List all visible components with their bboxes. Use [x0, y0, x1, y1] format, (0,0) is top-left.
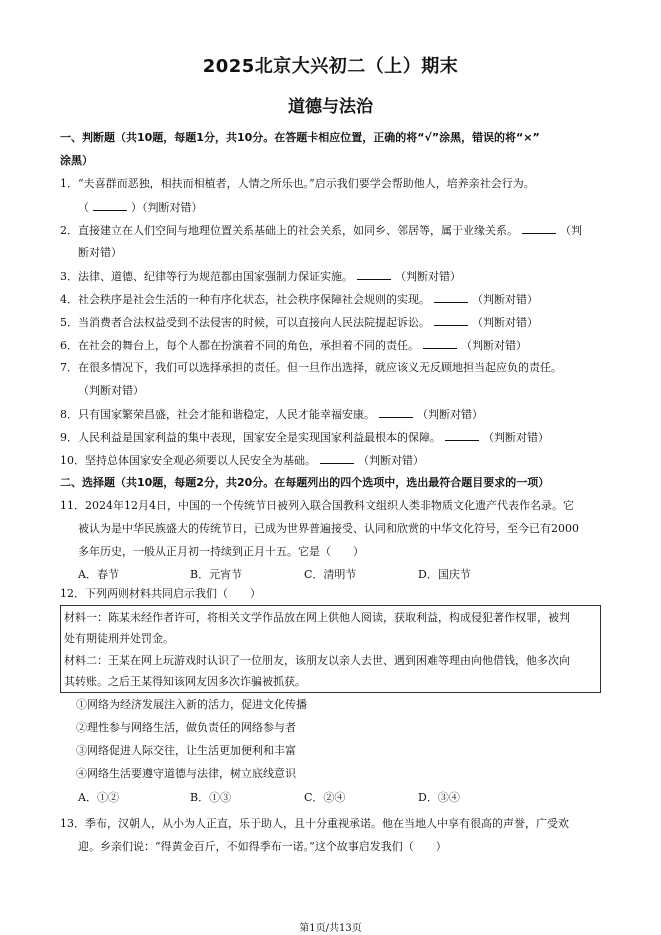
- answer-blank[interactable]: [434, 314, 468, 326]
- q3-text: 3．法律、道德、纪律等行为规范都由国家强制力保证实施。: [60, 270, 353, 283]
- q11-option-d[interactable]: D．国庆节: [418, 568, 471, 581]
- section1-heading-cont: 涂黑）: [60, 154, 93, 167]
- section1-heading: 一、判断题（共10题，每题1分，共10分。在答题卡相应位置，正确的将“√”涂黑，错误的将“×”: [60, 131, 540, 144]
- answer-blank[interactable]: [434, 291, 468, 303]
- question-13-cont: 迎。乡亲们说：“得黄金百斤，不如得季布一诺。”这个故事启发我们（ ）: [78, 840, 447, 853]
- section2-heading: 二、选择题（共10题，每题2分，共20分。在每题列出的四个选项中，选出最符合题目要求的一项）: [60, 476, 550, 489]
- question-7: 7．在很多情况下，我们可以选择承担的责任。但一旦作出选择，就应该义无反顾地担当起应负的责任。: [60, 361, 562, 374]
- question-1: 1．“夫喜群而恶独，相扶而相植者，人情之所乐也。”启示我们要学会帮助他人，培养亲社会行为。: [60, 177, 535, 190]
- question-11: 11．2024年12月4日，中国的一个传统节日被列入联合国教科文组织人类非物质文化遗产代表作名录。它: [60, 499, 574, 512]
- q1-judge-label: ）（判断对错）: [131, 201, 203, 214]
- question-11-cont-1: 被认为是中华民族盛大的传统节日，已成为世界普遍接受、认同和欣赏的中华文化符号，至今已有2000: [78, 522, 579, 535]
- q10-judge-label: （判断对错）: [358, 454, 424, 467]
- answer-blank[interactable]: [423, 337, 457, 349]
- material-1-cont: 处有期徒刑并处罚金。: [64, 632, 174, 645]
- subject-title: 道德与法治: [288, 97, 373, 117]
- q2-judge-label: （判: [560, 224, 582, 237]
- q12-option-b[interactable]: B．①③: [190, 791, 232, 804]
- question-13: 13．季布，汉朝人，从小为人正直，乐于助人，且十分重视承诺。他在当地人中享有很高的声誉，广受欢: [60, 817, 569, 830]
- answer-blank[interactable]: [357, 268, 391, 280]
- q3-judge-label: （判断对错）: [395, 270, 461, 283]
- q5-text: 5．当消费者合法权益受到不法侵害的时候，可以直接向人民法院提起诉讼。: [60, 316, 430, 329]
- q12-item-3: ③网络促进人际交往，让生活更加便利和丰富: [76, 744, 296, 757]
- answer-blank[interactable]: [93, 199, 127, 211]
- q6-judge-label: （判断对错）: [461, 339, 527, 352]
- question-10: [60, 452, 608, 468]
- question-9: [60, 429, 608, 445]
- q10-text: 10．坚持总体国家安全观必须要以人民安全为基础。: [60, 454, 316, 467]
- question-2-cont: 断对错）: [78, 246, 122, 259]
- q8-judge-label: （判断对错）: [417, 408, 483, 421]
- material-2-cont: 其转账。之后王某得知该网友因多次诈骗被抓获。: [64, 675, 306, 688]
- question-11-cont-2: 多年历史，一般从正月初一持续到正月十五。它是（ ）: [78, 545, 364, 558]
- q12-option-c[interactable]: C．②④: [304, 791, 346, 804]
- q11-option-a[interactable]: A．春节: [78, 568, 119, 581]
- question-8: [60, 406, 608, 422]
- page-number: 第1页/共13页: [299, 923, 362, 934]
- question-5: [60, 314, 608, 330]
- q1-paren-open: （: [78, 201, 89, 214]
- material-box: [60, 605, 601, 693]
- q8-text: 8．只有国家繁荣昌盛，社会才能和谐稳定，人民才能幸福安康。: [60, 408, 375, 421]
- answer-blank[interactable]: [445, 429, 479, 441]
- q11-option-b[interactable]: B．元宵节: [190, 568, 243, 581]
- q5-judge-label: （判断对错）: [472, 316, 538, 329]
- q2-text: 2．直接建立在人们空间与地理位置关系基础上的社会关系，如同乡、邻居等，属于业缘关系。: [60, 224, 518, 237]
- q4-judge-label: （判断对错）: [472, 293, 538, 306]
- q9-judge-label: （判断对错）: [483, 431, 549, 444]
- answer-blank[interactable]: [522, 222, 556, 234]
- q4-text: 4．社会秩序是社会生活的一种有序化状态，社会秩序保障社会规则的实现。: [60, 293, 430, 306]
- page-title: 2025北京大兴初二（上）期末: [202, 56, 459, 77]
- question-3: [60, 268, 608, 284]
- question-7-cont: （判断对错）: [78, 384, 144, 397]
- answer-blank[interactable]: [379, 406, 413, 418]
- q12-option-a[interactable]: A．①②: [78, 791, 119, 804]
- q12-item-4: ④网络生活要遵守道德与法律，树立底线意识: [76, 767, 296, 780]
- q6-text: 6．在社会的舞台上，每个人都在扮演着不同的角色，承担着不同的责任。: [60, 339, 419, 352]
- q12-item-2: ②理性参与网络生活，做负责任的网络参与者: [76, 721, 296, 734]
- q12-item-1: ①网络为经济发展注入新的活力，促进文化传播: [76, 698, 307, 711]
- question-2: [60, 222, 608, 238]
- question-1-answer: [78, 199, 608, 215]
- question-6: [60, 337, 608, 353]
- q9-text: 9．人民利益是国家利益的集中表现，国家安全是实现国家利益最根本的保障。: [60, 431, 441, 444]
- q12-option-d[interactable]: D．③④: [418, 791, 460, 804]
- question-12: 12．下列两则材料共同启示我们（ ）: [60, 587, 261, 600]
- material-1: 材料一：陈某未经作者许可，将相关文学作品放在网上供他人阅读，获取利益，构成侵犯著作权罪，被判: [64, 611, 570, 624]
- material-2: 材料二：王某在网上玩游戏时认识了一位朋友，该朋友以亲人去世、遇到困难等理由向他借钱，他多次向: [64, 654, 570, 667]
- question-4: [60, 291, 608, 307]
- q11-option-c[interactable]: C．清明节: [304, 568, 357, 581]
- answer-blank[interactable]: [320, 452, 354, 464]
